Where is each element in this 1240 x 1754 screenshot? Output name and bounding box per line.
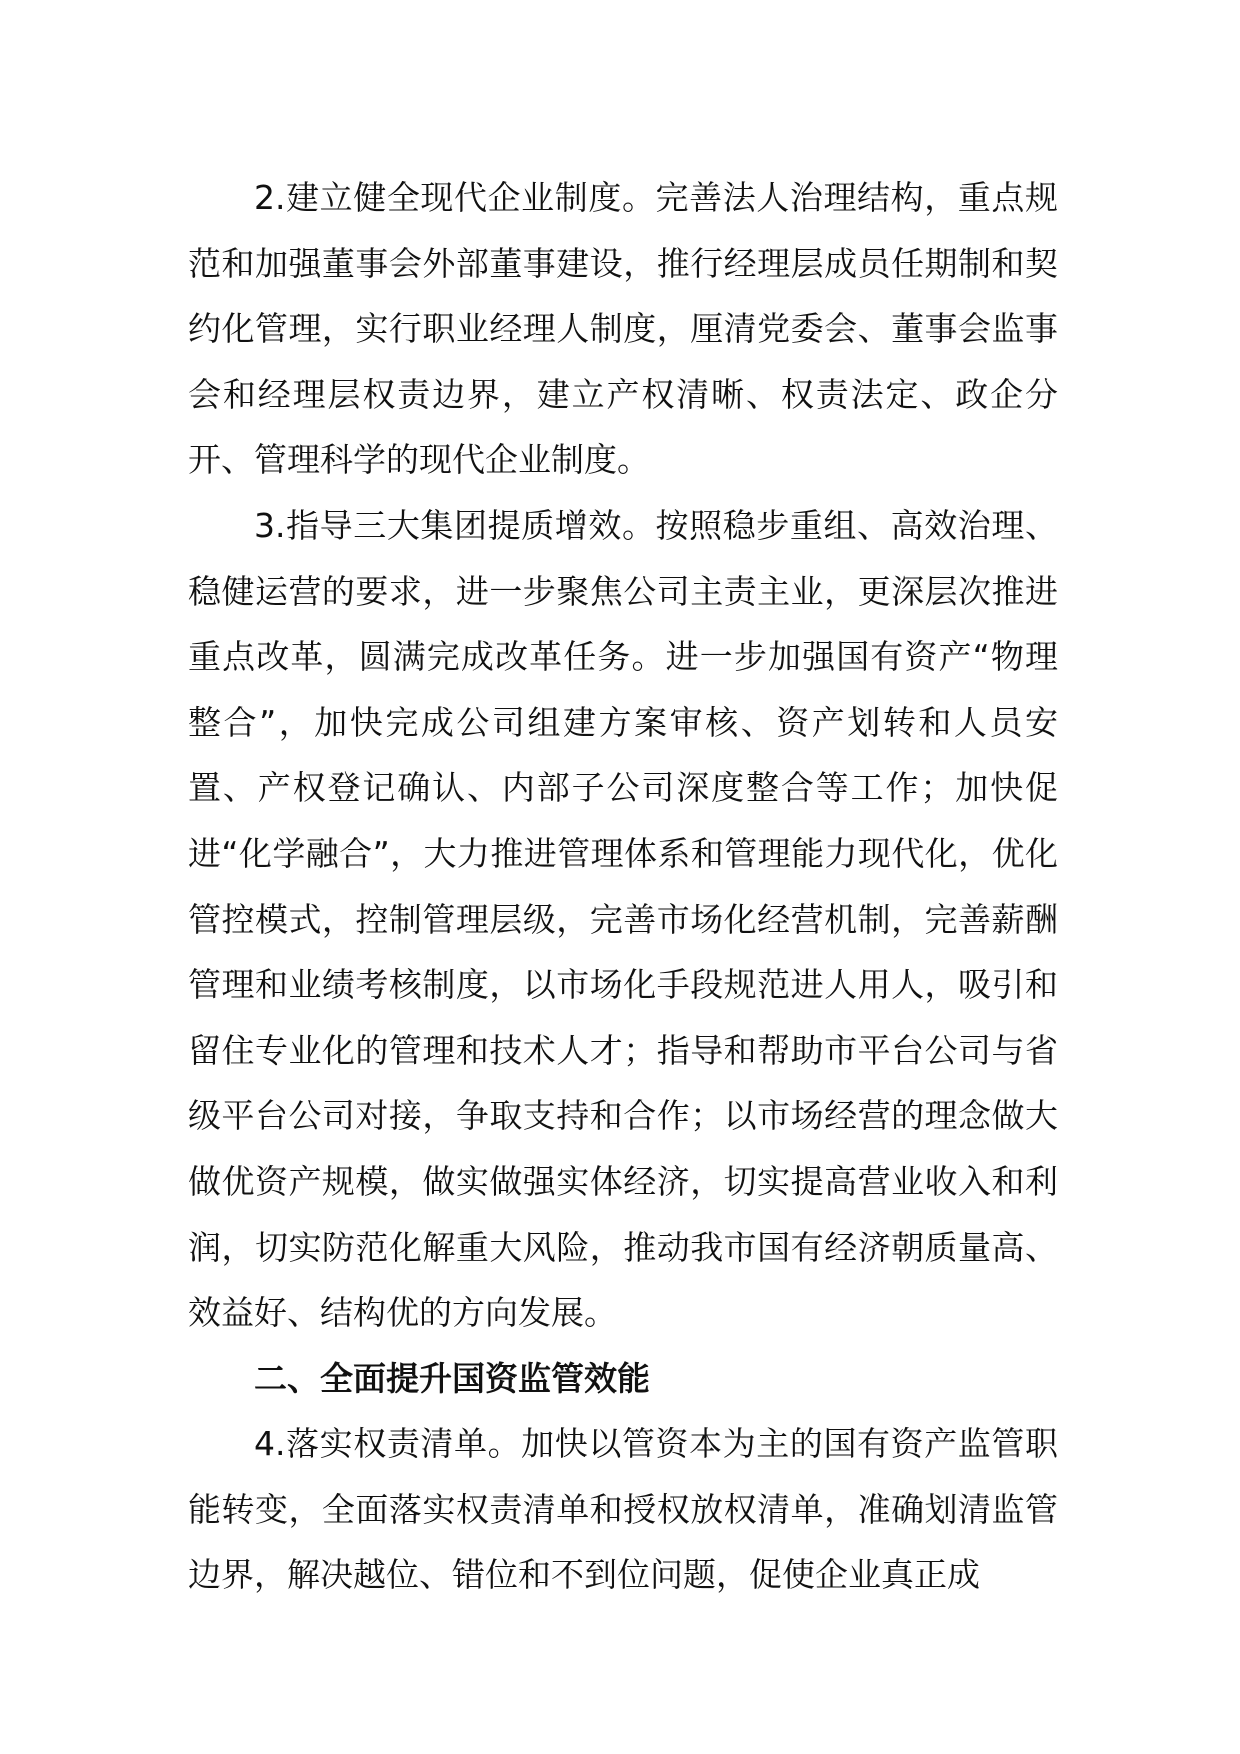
paragraph-4: 4.落实权责清单。加快以管资本为主的国有资产监管职能转变，全面落实权责清单和授权放权清单，准确划清监管边界，解决越位、错位和不到位问题，促使企业真正成	[188, 1424, 1058, 1595]
paragraph-2: 2.建立健全现代企业制度。完善法人治理结构，重点规范和加强董事会外部董事建设，推行经理层成员任期制和契约化管理，实行职业经理人制度，厘清党委会、董事会监事会和经理层权责边界，建立产权清晰、权责法定、政企分开、管理科学的现代企业制度。	[188, 178, 1058, 480]
document-page	[188, 165, 1058, 1608]
section-heading: 二、全面提升国资监管效能	[254, 1358, 650, 1398]
paragraph-3: 3.指导三大集团提质增效。按照稳步重组、高效治理、稳健运营的要求，进一步聚焦公司主责主业，更深层次推进重点改革，圆满完成改革任务。进一步加强国有资产“物理整合”，加快完成公司组建方案审核、资产划转和人员安置、产权登记确认、内部子公司深度整合等工作；加快促进“化学融合”，大力推进管理体系和管理能力现代化，优化管控模式，控制管理层级，完善市场化经营机制，完善薪酬管理和业绩考核制度，以市场化手段规范进人用人，吸引和留住专业化的管理和技术人才；指导和帮助市平台公司与省级平台公司对接，争取支持和合作；以市场经营的理念做大做优资产规模，做实做强实体经济，切实提高营业收入和利润，切实防范化解重大风险，推动我市国有经济朝质量高、效益好、结构优的方向发展。	[188, 505, 1058, 1333]
